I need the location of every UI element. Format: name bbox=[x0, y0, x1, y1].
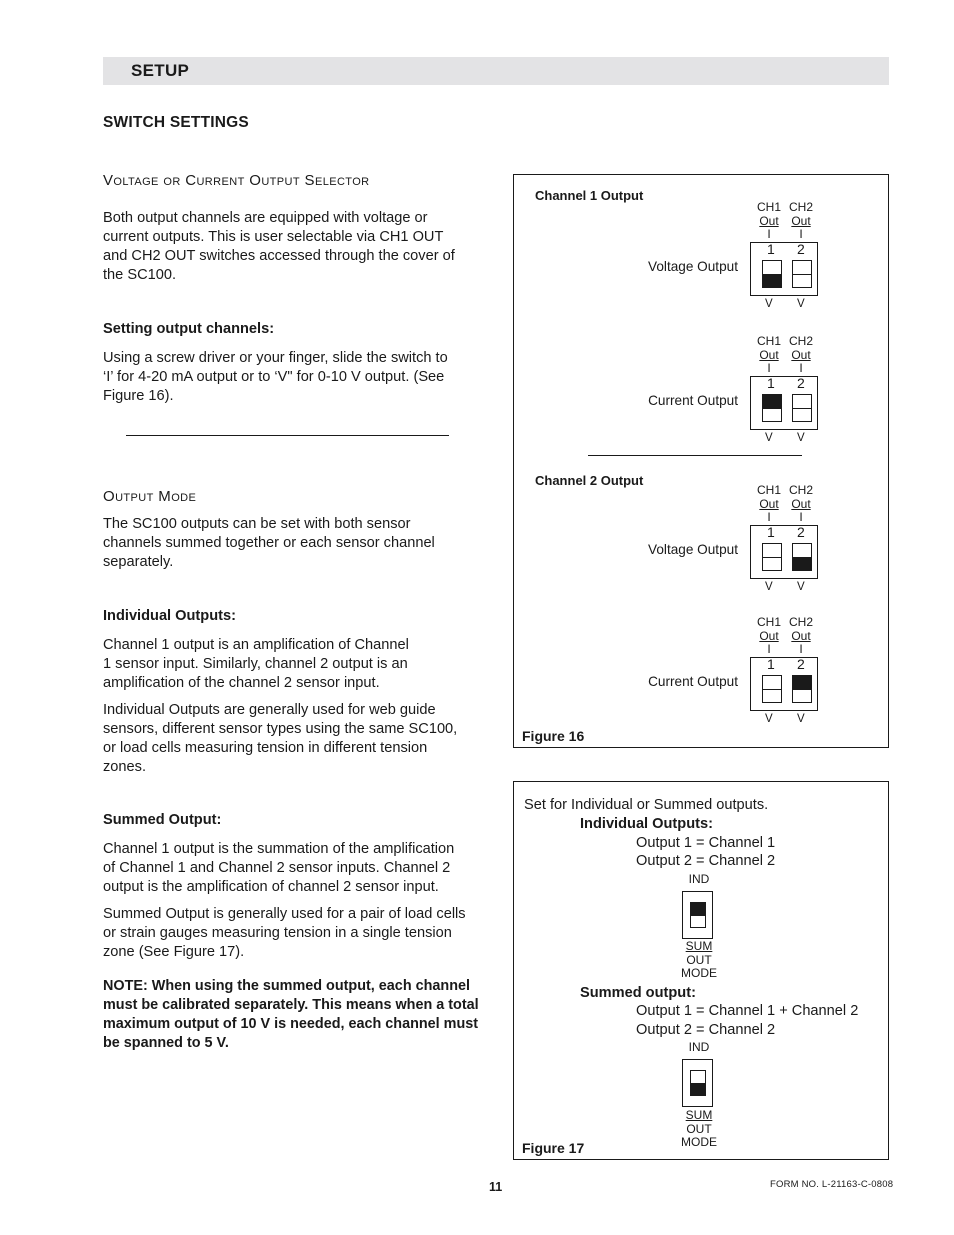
ch1-slider bbox=[762, 543, 782, 571]
output-mode-heading: Output Mode bbox=[103, 488, 197, 505]
output-mode-body: The SC100 outputs can be set with both sensor channels summed together or each sensor channel separately. bbox=[103, 516, 435, 570]
page-title: SETUP bbox=[131, 61, 190, 80]
panel-label: Voltage Output bbox=[648, 259, 738, 274]
ch1-caption: CH1 Out I bbox=[756, 615, 781, 656]
sum-mode-slider bbox=[690, 1070, 706, 1096]
ch2-v-label: V bbox=[797, 298, 805, 310]
figure17-individual-title: Individual Outputs: bbox=[580, 816, 713, 832]
sum-sum-out-mode-label: SUM OUT MODE bbox=[681, 1108, 717, 1149]
individual-outputs-p2: Individual Outputs are generally used for web guide sensors, different sensor types using the same SC100, or load cells measuring tension in different tension zones. bbox=[103, 702, 458, 775]
figure17-intro: Set for Individual or Summed outputs. bbox=[524, 797, 769, 813]
switch-number-2: 2 bbox=[797, 241, 805, 257]
figure17-summed-line-1: Output 1 = Channel 1 + Channel 2 bbox=[636, 1003, 859, 1019]
dip-switch bbox=[750, 525, 818, 579]
figure17-caption: Figure 17 bbox=[522, 1140, 585, 1156]
sum-mode-switch bbox=[682, 1059, 713, 1107]
figure16-caption: Figure 16 bbox=[522, 728, 585, 744]
ch2-slider bbox=[792, 675, 812, 703]
ch1-slider bbox=[762, 394, 782, 422]
ch2-slider bbox=[792, 543, 812, 571]
ch1-caption: CH1 Out I bbox=[756, 483, 781, 524]
figure-16 bbox=[513, 174, 889, 748]
dip-switch bbox=[750, 376, 818, 430]
figure16-divider bbox=[588, 455, 802, 456]
ch1-v-label: V bbox=[765, 713, 773, 725]
section-divider bbox=[126, 435, 449, 436]
individual-outputs-p1: Channel 1 output is an amplification of Channel 1 sensor input. Similarly, channel 2 output is an amplification of the channel 2 sensor input. bbox=[103, 637, 409, 691]
calibration-note: NOTE: When using the summed output, each channel must be calibrated separately. This means when a total maximum output of 10 V is needed, each channel must be spanned to 5 V. bbox=[103, 978, 479, 1051]
ch2-v-label: V bbox=[797, 581, 805, 593]
voltage-heading: Voltage or Current Output Selector bbox=[103, 172, 370, 189]
panel-label: Current Output bbox=[648, 674, 738, 689]
ind-sum-out-mode-label: SUM OUT MODE bbox=[681, 939, 717, 980]
dip-switch bbox=[750, 657, 818, 711]
summed-output-p1: Channel 1 output is the summation of the amplification of Channel 1 and Channel 2 sensor inputs. Channel 2 output is the amplification of channel 2 sensor input. bbox=[103, 841, 455, 895]
ch1-v-label: V bbox=[765, 298, 773, 310]
header-bar bbox=[103, 57, 889, 85]
ch1-caption: CH1 Out I bbox=[756, 334, 781, 375]
figure17-summed-title: Summed output: bbox=[580, 985, 696, 1001]
ch1-slider bbox=[762, 260, 782, 288]
voltage-body: Both output channels are equipped with voltage or current outputs. This is user selectable via CH1 OUT and CH2 OUT switches accessed through the cover of the SC100. bbox=[103, 210, 455, 283]
ind-label: IND bbox=[688, 872, 710, 886]
switch-number-2: 2 bbox=[797, 656, 805, 672]
setting-output-body: Using a screw driver or your finger, slide the switch to ‘I’ for 4-20 mA output or to ‘V" for 0-10 V output. (See Figure 16). bbox=[103, 350, 448, 404]
channel2-output-title: Channel 2 Output bbox=[535, 473, 644, 488]
form-number: FORM NO. L-21163-C-0808 bbox=[770, 1179, 894, 1190]
ch1-v-label: V bbox=[765, 581, 773, 593]
switch-number-2: 2 bbox=[797, 375, 805, 391]
dip-switch bbox=[750, 242, 818, 296]
switch-number-1: 1 bbox=[767, 375, 775, 391]
section-title: SWITCH SETTINGS bbox=[103, 114, 249, 131]
ch2-v-label: V bbox=[797, 713, 805, 725]
summed-output-subhead: Summed Output: bbox=[103, 812, 222, 828]
ch2-caption: CH2 Out I bbox=[788, 483, 813, 524]
figure-17 bbox=[513, 781, 889, 1160]
sum-label: IND bbox=[688, 1040, 710, 1054]
panel-label: Current Output bbox=[648, 393, 738, 408]
figure17-individual-line-1: Output 1 = Channel 1 bbox=[636, 835, 776, 851]
figure17-individual-line-2: Output 2 = Channel 2 bbox=[636, 853, 776, 869]
summed-output-p2: Summed Output is generally used for a pair of load cells or strain gauges measuring tension in a single tension zone (See Figure 17). bbox=[103, 906, 466, 960]
ch1-slider bbox=[762, 675, 782, 703]
switch-number-2: 2 bbox=[797, 524, 805, 540]
figure17-summed-line-2: Output 2 = Channel 2 bbox=[636, 1022, 776, 1038]
ind-mode-switch bbox=[682, 891, 713, 939]
ind-mode-slider bbox=[690, 902, 706, 928]
panel-label: Voltage Output bbox=[648, 542, 738, 557]
switch-number-1: 1 bbox=[767, 241, 775, 257]
switch-number-1: 1 bbox=[767, 524, 775, 540]
ch2-slider bbox=[792, 260, 812, 288]
channel1-output-title: Channel 1 Output bbox=[535, 188, 644, 203]
setting-output-subhead: Setting output channels: bbox=[103, 321, 275, 337]
ch2-caption: CH2 Out I bbox=[788, 200, 813, 241]
ch2-caption: CH2 Out I bbox=[788, 334, 813, 375]
individual-outputs-subhead: Individual Outputs: bbox=[103, 608, 236, 624]
switch-number-1: 1 bbox=[767, 656, 775, 672]
ch2-v-label: V bbox=[797, 432, 805, 444]
ch2-caption: CH2 Out I bbox=[788, 615, 813, 656]
ch1-caption: CH1 Out I bbox=[756, 200, 781, 241]
page-number: 11 bbox=[489, 1180, 503, 1194]
ch2-slider bbox=[792, 394, 812, 422]
ch1-v-label: V bbox=[765, 432, 773, 444]
